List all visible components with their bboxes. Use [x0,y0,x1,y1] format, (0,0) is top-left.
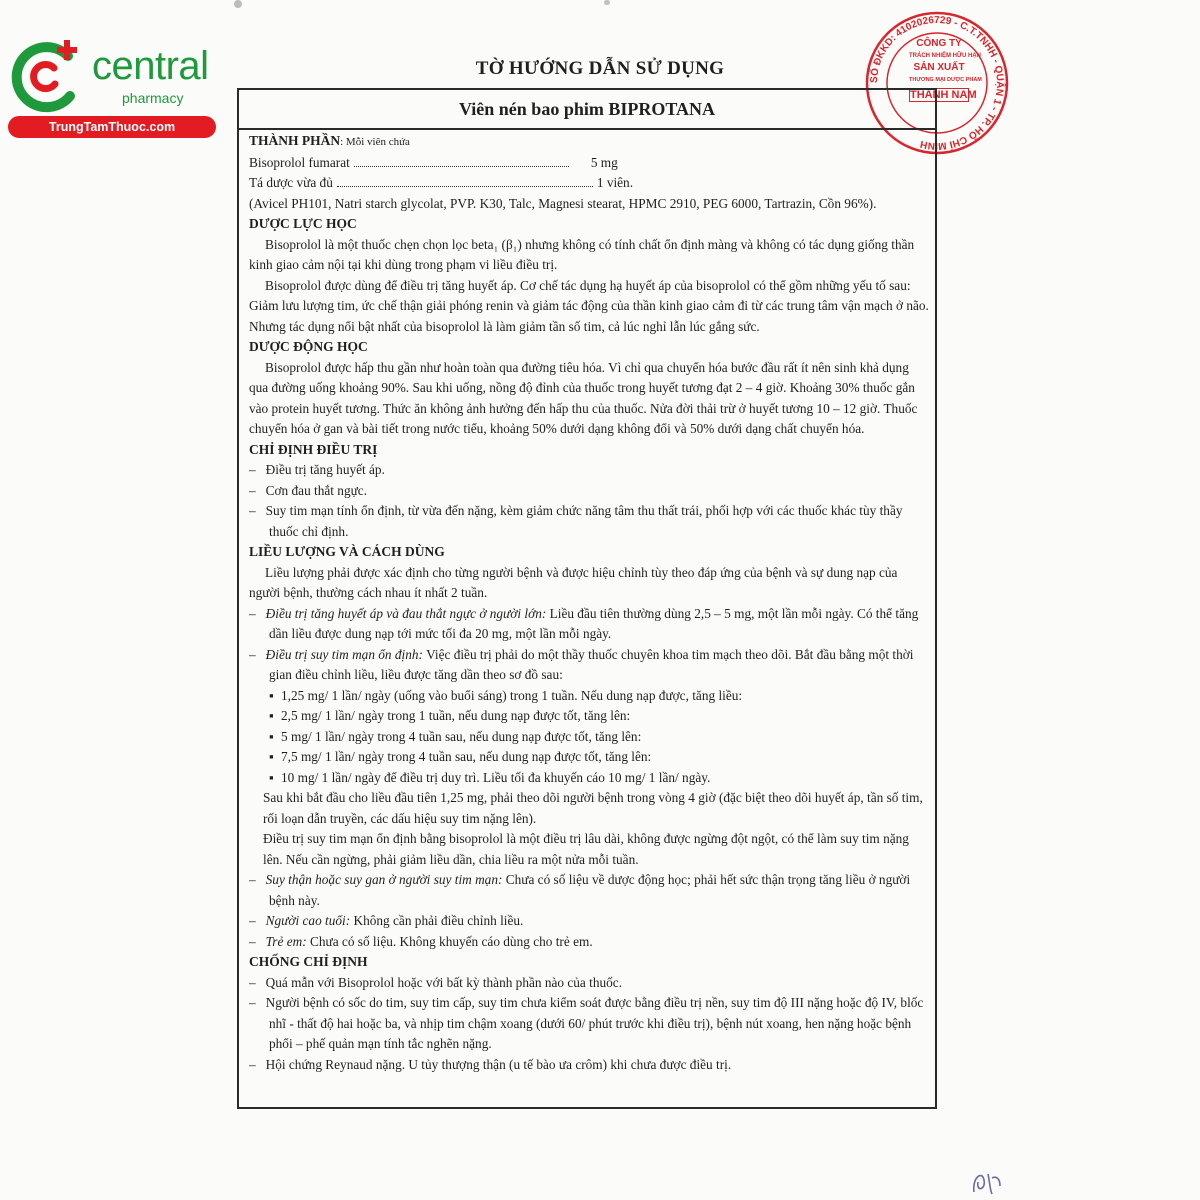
scan-speck [234,0,242,8]
indication-text: Suy tim mạn tính ổn định, từ vừa đến nặng, kèm giảm chức năng tâm thu thất trái, phối hợp với các thuốc khác tùy thầy thuốc chỉ định. [265,503,903,539]
stamp-line: THÀNH NAM [910,89,977,101]
logo-c-icon [8,38,88,114]
dotted-leader [354,153,569,167]
logo-name: central [92,44,209,88]
handwritten-mark-icon [968,1164,1008,1198]
composition-heading: THÀNH PHẦN [249,133,341,148]
indication-item [249,481,931,502]
document-title: TỜ HƯỚNG DẪN SỬ DỤNG [475,58,725,79]
stamp-line: THƯƠNG MẠI DƯỢC PHẨM [909,77,982,83]
dosage-item-label: Người cao tuổi: [265,913,351,928]
contraindication-text: Quá mẫn với Bisoprolol hoặc với bất kỳ thành phần nào của thuốc. [265,974,623,990]
contraindication-item [249,973,931,994]
dosage-heading: LIỀU LƯỢNG VÀ CÁCH DÙNG [249,544,445,559]
stamp-ring-text: SỐ ĐKKD: 4102026729 - C.T.TNHH - QUẬN 1 - TP. HỒ CHÍ MINH [868,14,1006,152]
dash-mark: – [249,462,256,477]
indication-item [249,501,931,542]
bullet-icon: ▪ [269,708,274,723]
dosage-item-label: Trẻ em: [265,933,307,949]
paragraph: Sau khi bắt đầu cho liều đầu tiên 1,25 mg, phải theo dõi người bệnh trong vòng 4 giờ (đặc biệt theo dõi huyết áp, tần số tim, rối loạn dẫn truyền, các dấu hiệu suy tim nặng lên). [263,790,923,826]
pharmacokinetics-heading: DƯỢC ĐỘNG HỌC [249,339,368,354]
dosage-item [249,645,931,686]
stamp-line: SẢN XUẤT [913,62,965,73]
paragraph: Điều trị suy tim mạn ổn định bằng bisoprolol là một điều trị lâu dài, không được ngừng đột ngột, có thể làm suy tim nặng lên. Nếu cần ngừng, phải giảm liều dần, chia liều ra một nửa mỗi tuần. [263,831,909,867]
composition-item [249,173,931,194]
central-pharmacy-logo [8,38,228,138]
dosage-item-label: Điều trị suy tim mạn ổn định: [265,646,423,662]
dosage-item [249,911,931,932]
dosage-item-text: Việc điều trị phải do một thầy thuốc chuyên khoa tim mạch theo dõi. Bắt đầu bằng một thời gian điều chỉnh liều, liều được tăng dần theo sơ đồ sau: [269,646,914,682]
stamp-line: TRÁCH NHIỆM HỮU HẠN [909,53,981,59]
dosage-item-text: Chưa có số liệu. Không khuyến cáo dùng cho trẻ em. [306,933,593,949]
dosage-item [249,870,931,911]
paragraph: Bisoprolol được hấp thu gần như hoàn toàn qua đường tiêu hóa. Vì chỉ qua chuyển hóa bước đầu rất ít nên sinh khả dụng qua đường uống khoảng 90%. Sau khi uống, nồng độ đỉnh của thuốc trong huyết tương đạt 2 – 4 giờ. Khoảng 30% thuốc gắn vào protein huyết tương. Thức ăn không ảnh hưởng đến hấp thu của thuốc. Nửa đời thải trừ ở huyết tương 10 – 12 giờ. Thuốc chuyển hóa ở gan và bài tiết trong nước tiểu, khoảng 50% dưới dạng không đổi và 50% dưới dạng chất chuyển hóa. [249,359,918,436]
bullet-icon: ▪ [269,769,274,785]
dash-mark: – [249,933,256,949]
dash-mark: – [249,913,256,928]
dash-mark: – [249,1056,256,1072]
dosage-item-label: Suy thận hoặc suy gan ở người suy tim mạn: [265,872,503,887]
stamp-line: CÔNG TY [916,38,962,49]
logo-subtitle: pharmacy [122,90,184,106]
contraindication-item [249,993,931,1055]
dash-mark: – [249,605,256,621]
dosage-item [249,604,931,645]
leaflet-content [239,130,935,1075]
logo-url-badge: TrungTamThuoc.com [8,116,216,138]
schedule-item [249,747,931,768]
indications-heading: CHỈ ĐỊNH ĐIỀU TRỊ [249,441,378,457]
schedule-text: 1,25 mg/ 1 lần/ ngày (uống vào buổi sáng) trong 1 tuần. Nếu dung nạp được, tăng liều: [281,687,743,703]
indication-text: Cơn đau thắt ngực. [265,482,368,498]
composition-heading-rest: : Mỗi viên chứa [340,136,410,148]
dash-mark: – [249,995,256,1010]
schedule-text: 10 mg/ 1 lần/ ngày để điều trị duy trì. Liều tối đa khuyến cáo 10 mg/ 1 lần/ ngày. [281,769,711,785]
dash-mark: – [249,646,256,662]
dosage-item-text: Không cần phải điều chỉnh liều. [350,913,524,928]
pharmacodynamics-heading: DƯỢC LỰC HỌC [249,216,357,231]
schedule-item [249,768,931,789]
dash-mark: – [249,872,256,887]
dosage-item-label: Điều trị tăng huyết áp và đau thắt ngực ở người lớn: [265,605,547,621]
dash-mark: – [249,482,256,498]
scan-speck [604,0,610,5]
schedule-text: 5 mg/ 1 lần/ ngày trong 4 tuần sau, nếu dung nạp được tốt, tăng lên: [281,728,642,744]
composition-item-value: 5 mg [590,154,618,170]
bullet-icon: ▪ [269,728,274,744]
schedule-text: 7,5 mg/ 1 lần/ ngày trong 4 tuần sau, nếu dung nạp được tốt, tăng lên: [281,749,652,764]
contraindications-heading: CHỐNG CHỈ ĐỊNH [249,954,368,969]
paragraph: Bisoprolol là một thuốc chẹn chọn lọc beta₁ (β₁) nhưng không có tính chất ổn định màng và không có tác dụng giống thần kinh giao cảm nội tại khi dùng trong phạm vi liều điều trị. [249,236,915,272]
dosage-item [249,932,931,953]
paragraph: Bisoprolol được dùng để điều trị tăng huyết áp. Cơ chế tác dụng hạ huyết áp của bisoprolol có thể gồm những yếu tố sau: Giảm lưu lượng tim, ức chế thận giải phóng renin và giảm tác động của thần kinh giao cảm đi từ các trung tâm vận mạch ở não. Nhưng tác dụng nổi bật nhất của bisoprolol là làm giảm tần số tim, cả lúc nghỉ lẫn lúc gắng sức. [249,277,929,334]
composition-item [249,153,931,174]
contraindication-text: Hội chứng Reynaud nặng. U tủy thượng thận (u tế bào ưa crôm) khi chưa được điều trị. [265,1056,732,1072]
contraindication-item [249,1055,931,1076]
composition-item-value: 1 viên. [596,175,634,190]
indication-text: Điều trị tăng huyết áp. [265,462,385,477]
leaflet-frame [237,88,937,1109]
dosage-item-text: Liều đầu tiên thường dùng 2,5 – 5 mg, một lần mỗi ngày. Có thể tăng dần liều được dung nạp tới mức tối đa 20 mg, một lần mỗi ngày. [269,605,919,641]
indication-item [249,460,931,481]
bullet-icon: ▪ [269,749,274,764]
dotted-leader [337,173,593,187]
composition-item-label: Bisoprolol fumarat [249,154,350,170]
bullet-icon: ▪ [269,687,274,703]
schedule-item [249,686,931,707]
product-name: Viên nén bao phim BIPROTANA [239,90,935,130]
schedule-text: 2,5 mg/ 1 lần/ ngày trong 1 tuần, nếu dung nạp được tốt, tăng lên: [281,708,631,723]
contraindication-text: Người bệnh có sốc do tim, suy tim cấp, suy tim chưa kiểm soát được bằng điều trị nền, suy tim độ III nặng hoặc độ IV, blốc nhĩ - thất độ hai hoặc ba, và nhịp tim chậm xoang (dưới 60/ phút trước khi điều trị), bệnh nút xoang, hen nặng hoặc bệnh phổi – phế quản mạn tính tắc nghẽn nặng. [265,995,924,1051]
dosage-item-text: Chưa có số liệu về dược động học; phải hết sức thận trọng tăng liều ở người bệnh này. [269,872,911,908]
excipients-text: (Avicel PH101, Natri starch glycolat, PVP. K30, Talc, Magnesi stearat, HPMC 2910, PEG 6000, Tartrazin, Cồn 96%). [249,195,877,211]
dash-mark: – [249,503,256,518]
schedule-item [249,727,931,748]
dash-mark: – [249,974,256,990]
schedule-item [249,706,931,727]
composition-item-label: Tá dược vừa đủ [249,175,333,190]
paragraph: Liều lượng phải được xác định cho từng người bệnh và được hiệu chỉnh tùy theo đáp ứng của bệnh và sự dung nạp của người bệnh, thường cách nhau ít nhất 2 tuần. [249,564,898,600]
composition-header [249,131,931,153]
